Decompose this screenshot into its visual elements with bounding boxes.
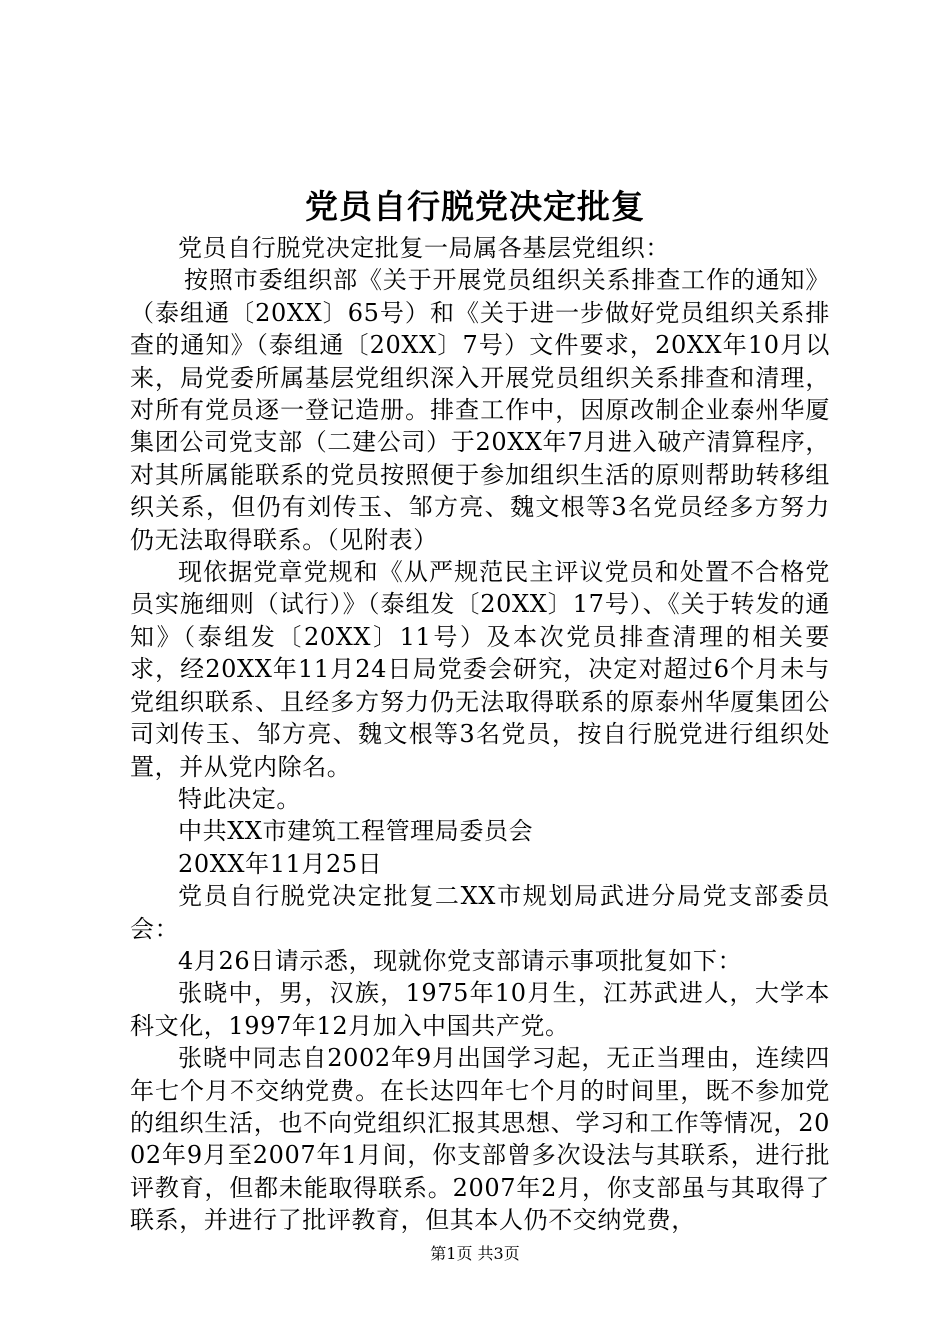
signature-date: 20XX年11月25日 bbox=[178, 849, 383, 878]
paragraph-reply-intro: 4月26日请示悉，现就你党支部请示事项批复如下： bbox=[178, 946, 743, 975]
paragraph-person-details: 张晓中同志自2002年9月出国学习起，无正当理由，连续四年七个月不交纳党费。在长达四年七个月的时间里，既不参加党的组织生活，也不向党组织汇报其思想、学习和工作等情况，2002年9月至2007年1月间，你支部曾多次设法与其联系，进行批评教育，但都未能取得联系。2007年2月，你支部虽与其取得了联系，并进行了批评教育，但其本人仍不交纳党费， bbox=[130, 1044, 830, 1235]
document-body bbox=[130, 232, 830, 1237]
page-footer: 第1页 共3页 bbox=[430, 1244, 520, 1263]
paragraph-closing: 特此决定。 bbox=[178, 784, 301, 813]
paragraph-person-info: 张晓中，男，汉族，1975年10月生，江苏武进人，大学本科文化，1997年12月加入中国共产党。 bbox=[130, 979, 830, 1040]
paragraph-salutation-1: 党员自行脱党决定批复一局属各基层党组织： bbox=[178, 234, 670, 262]
paragraph-decision: 现依据党章党规和《从严规范民主评议党员和处置不合格党员实施细则（试行）》（泰组发〔20XX〕17号）、《关于转发的通知》（泰组发〔20XX〕11号）及本次党员排查清理的相关要求，经20XX年11月24日局党委会研究，决定对超过6个月未与党组织联系、且经多方努力仍无法取得联系的原泰州华厦集团公司刘传玉、邹方亮、魏文根等3名党员，按自行脱党进行组织处置，并从党内除名。 bbox=[130, 558, 830, 781]
document-title: 党员自行脱党决定批复 bbox=[305, 187, 645, 226]
paragraph-background: 按照市委组织部《关于开展党员组织关系排查工作的通知》（泰组通〔20XX〕65号）和《关于进一步做好党员组织关系排查的通知》（泰组通〔20XX〕7号）文件要求，20XX年10月以来，局党委所属基层党组织深入开展党员组织关系排查和清理，对所有党员逐一登记造册。排查工作中，因原改制企业泰州华厦集团公司党支部（二建公司）于20XX年7月进入破产清算程序，对其所属能联系的党员按照便于参加组织生活的原则帮助转移组织关系，但仍有刘传玉、邹方亮、魏文根等3名党员经多方努力仍无法取得联系。（见附表） bbox=[130, 266, 830, 554]
signature-organization: 中共XX市建筑工程管理局委员会 bbox=[178, 817, 534, 846]
paragraph-salutation-2: 党员自行脱党决定批复二XX市规划局武进分局党支部委员会： bbox=[130, 882, 830, 943]
